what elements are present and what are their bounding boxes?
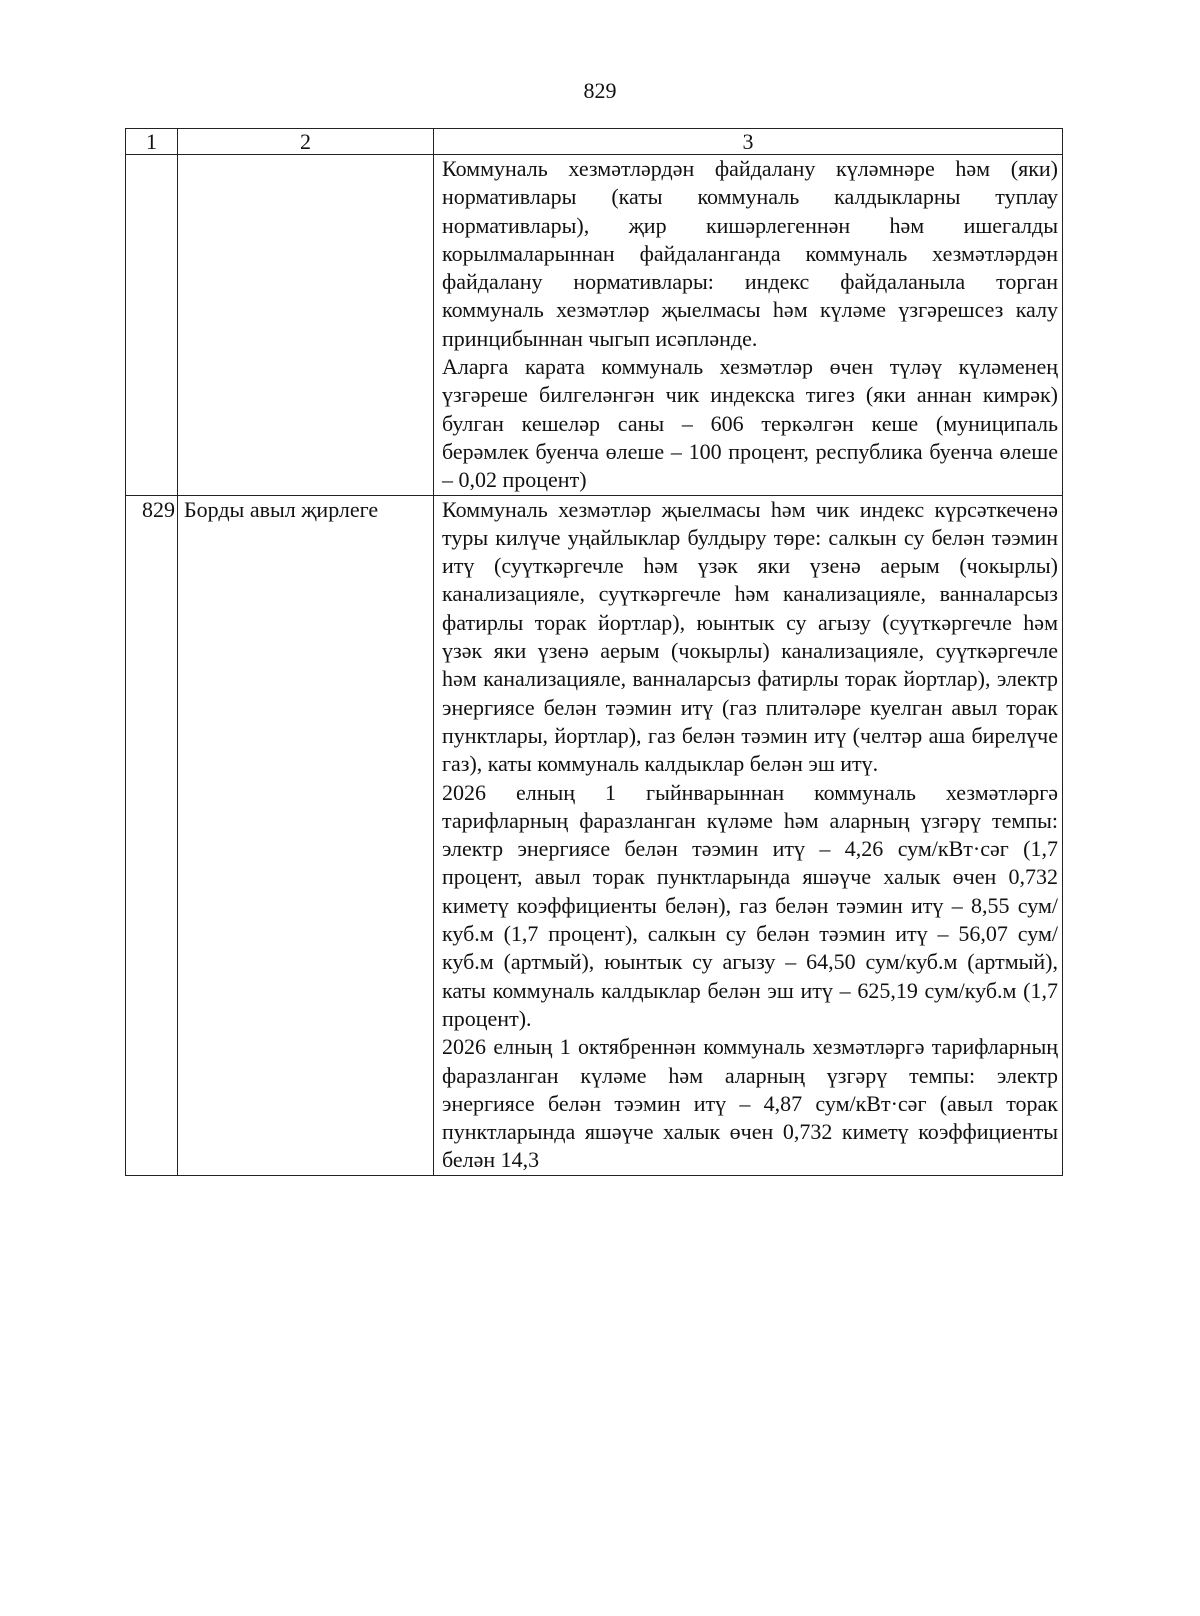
header-col-2: 2 [178,129,434,155]
table-row-continued [126,155,1063,496]
paragraph: 2026 елның 1 гыйнварыннан коммуналь хезмәтләргә тарифларның фаразланган күләме һәм аларның үзгәрү темпы: электр энергиясе белән тәэмин итү – 4,26 сум/кВт·сәг (1,7 процент, авыл торак пунктларында яшәүче халык өчен 0,732 киметү коэффициенты белән), газ белән тәэмин итү – 8,55 сум/куб.м (1,7 процент), салкын су белән тәэмин итү – 56,07 сум/куб.м (артмый), юынтык су агызу – 64,50 сум/куб.м (артмый), каты коммуналь калдыклар белән эш итү – 625,19 сум/куб.м (1,7 процент). [442,779,1058,1031]
row-number-cell: 829 [126,495,178,1175]
settlement-name-cell: Борды авыл җирлеге [178,495,434,1175]
row-number-cell [126,155,178,496]
table-header-row [126,129,1063,155]
row-text-cell [434,495,1063,1175]
paragraph: 2026 елның 1 октябреннән коммуналь хезмәтләргә тарифларның фаразланган күләме һәм аларның үзгәрү темпы: электр энергиясе белән тәэмин итү – 4,87 сум/кВт·сәг (авыл торак пунктларында яшәүче халык өчен 0,732 киметү коэффициенты белән 14,3 [442,1034,1058,1173]
paragraph: Коммуналь хезмәтләр җыелмасы һәм чик индекс күрсәткеченә туры килүче уңайлыклар булдыру төре: салкын су белән тәэмин итү (суүткәргечле һәм үзәк яки үзенә аерым (чокырлы) канализацияле, суүткәргечле һәм канализацияле, ванналарсыз фатирлы торак йортлар), юынтык су агызу (суүткәргечле һәм үзәк яки үзенә аерым (чокырлы) канализацияле, суүткәргечле һәм канализацияле, ванналарсыз фатирлы торак йортлар), электр энергиясе белән тәэмин итү (газ плитәләре куелган авыл торак пунктлары, йортлар), газ белән тәэмин итү (челтәр аша бирелүче газ), каты коммуналь калдыклар белән эш итү. [442,496,1058,777]
header-col-1: 1 [126,129,178,155]
document-table [125,128,1063,1176]
page-number: 829 [583,78,617,103]
paragraph: Аларга карата коммуналь хезмәтләр өчен түләү күләменең үзгәреше билгеләнгән чик индекска тигез (яки аннан кимрәк) булган кешеләр саны – 606 теркәлгән кеше (муниципаль берәмлек буенча өлеше – 100 процент, республика буенча өлеше – 0,02 процент) [442,354,1058,493]
row-name-cell [178,155,434,496]
row-text-cell [434,155,1063,496]
header-col-3: 3 [434,129,1063,155]
table-row-829 [126,495,1063,1175]
paragraph: Коммуналь хезмәтләрдән файдалану күләмнәре һәм (яки) нормативлары (каты коммуналь калдыкларны туплау нормативлары), җир кишәрлегеннән һәм ишегалды корылмаларыннан файдаланганда коммуналь хезмәтләрдән файдалану нормативлары: индекс файдаланыла торган коммуналь хезмәтләр җыелмасы һәм күләме үзгәрешсез калу принцибыннан чыгып исәпләнде. [442,156,1058,351]
